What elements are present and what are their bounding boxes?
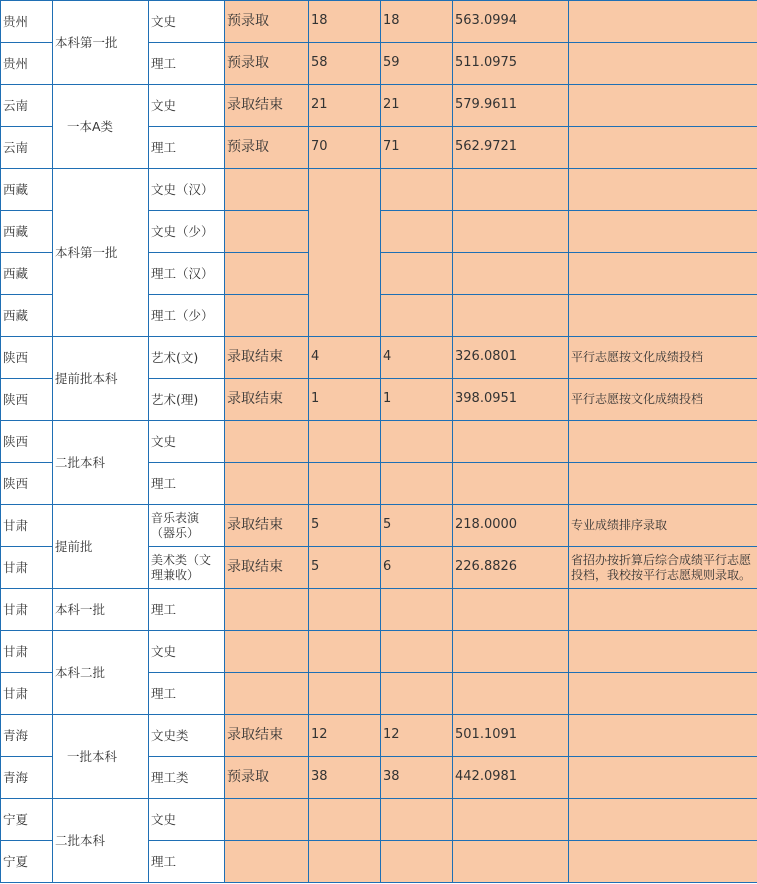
score-cell [453,799,569,841]
score-cell [453,169,569,211]
note-cell [569,757,757,799]
table-row [1,505,757,547]
status-cell [225,421,309,463]
batch-cell: 本科第一批 [53,169,149,337]
note-cell [569,715,757,757]
score-cell: 218.0000 [453,505,569,547]
score-cell: 501.1091 [453,715,569,757]
province-cell: 宁夏 [1,799,53,841]
admitted-cell [381,799,453,841]
score-cell [453,463,569,505]
category-cell: 文史 [149,421,225,463]
status-cell: 录取结束 [225,337,309,379]
table-row [1,631,757,673]
score-cell: 226.8826 [453,547,569,589]
status-cell: 录取结束 [225,379,309,421]
admitted-cell [381,295,453,337]
category-cell: 理工（汉） [149,253,225,295]
score-cell [453,211,569,253]
status-cell [225,631,309,673]
category-cell: 理工 [149,127,225,169]
province-cell: 陕西 [1,379,53,421]
category-cell: 理工 [149,589,225,631]
admitted-cell: 71 [381,127,453,169]
note-cell [569,43,757,85]
batch-cell: 提前批本科 [53,337,149,421]
plan-cell: 4 [309,337,381,379]
province-cell: 西藏 [1,169,53,211]
admitted-cell [381,463,453,505]
plan-cell: 5 [309,505,381,547]
status-cell: 预录取 [225,127,309,169]
category-cell: 艺术(理) [149,379,225,421]
plan-cell [309,841,381,883]
note-cell [569,253,757,295]
score-cell: 579.9611 [453,85,569,127]
category-cell: 文史 [149,1,225,43]
score-cell [453,589,569,631]
admitted-cell: 1 [381,379,453,421]
admitted-cell: 12 [381,715,453,757]
status-cell [225,589,309,631]
admitted-cell [381,589,453,631]
batch-cell: 一本A类 [53,85,149,169]
province-cell: 甘肃 [1,631,53,673]
admitted-cell [381,841,453,883]
province-cell: 甘肃 [1,547,53,589]
province-cell: 西藏 [1,295,53,337]
plan-cell: 18 [309,1,381,43]
note-cell: 专业成绩排序录取 [569,505,757,547]
category-cell: 理工（少） [149,295,225,337]
score-cell [453,673,569,715]
plan-cell [309,673,381,715]
admitted-cell [381,673,453,715]
status-cell [225,169,309,211]
table-row [1,169,757,211]
status-cell: 预录取 [225,1,309,43]
plan-cell [309,589,381,631]
plan-cell [309,631,381,673]
note-cell [569,589,757,631]
status-cell [225,841,309,883]
note-cell [569,127,757,169]
category-cell: 理工 [149,673,225,715]
batch-cell: 二批本科 [53,421,149,505]
province-cell: 云南 [1,85,53,127]
province-cell: 青海 [1,757,53,799]
category-cell: 理工 [149,463,225,505]
score-cell: 562.9721 [453,127,569,169]
status-cell [225,463,309,505]
category-cell: 美术类（文理兼收） [149,547,225,589]
note-cell: 省招办按折算后综合成绩平行志愿投档，我校按平行志愿规则录取。 [569,547,757,589]
province-cell: 云南 [1,127,53,169]
note-cell [569,631,757,673]
note-cell [569,211,757,253]
plan-cell [309,169,381,337]
status-cell [225,253,309,295]
status-cell [225,211,309,253]
plan-cell [309,421,381,463]
plan-cell: 38 [309,757,381,799]
category-cell: 文史 [149,799,225,841]
province-cell: 陕西 [1,337,53,379]
admitted-cell: 6 [381,547,453,589]
score-cell: 442.0981 [453,757,569,799]
admitted-cell: 18 [381,1,453,43]
province-cell: 西藏 [1,253,53,295]
batch-cell: 本科二批 [53,631,149,715]
plan-cell: 70 [309,127,381,169]
province-cell: 贵州 [1,43,53,85]
table-row [1,337,757,379]
admitted-cell [381,631,453,673]
status-cell [225,295,309,337]
province-cell: 甘肃 [1,673,53,715]
status-cell: 录取结束 [225,547,309,589]
province-cell: 青海 [1,715,53,757]
plan-cell: 12 [309,715,381,757]
plan-cell: 21 [309,85,381,127]
note-cell: 平行志愿按文化成绩投档 [569,379,757,421]
admitted-cell: 59 [381,43,453,85]
note-cell [569,1,757,43]
table-row [1,85,757,127]
score-cell [453,631,569,673]
admitted-cell: 38 [381,757,453,799]
province-cell: 陕西 [1,421,53,463]
admitted-cell: 21 [381,85,453,127]
category-cell: 理工 [149,43,225,85]
score-cell [453,295,569,337]
category-cell: 文史 [149,631,225,673]
province-cell: 贵州 [1,1,53,43]
status-cell: 录取结束 [225,85,309,127]
score-cell [453,253,569,295]
admitted-cell [381,253,453,295]
table-row [1,1,757,43]
status-cell [225,673,309,715]
batch-cell: 本科第一批 [53,1,149,85]
score-cell: 511.0975 [453,43,569,85]
note-cell [569,799,757,841]
table-row [1,715,757,757]
plan-cell: 1 [309,379,381,421]
note-cell [569,85,757,127]
status-cell: 录取结束 [225,715,309,757]
score-cell: 398.0951 [453,379,569,421]
category-cell: 理工类 [149,757,225,799]
table-row [1,589,757,631]
status-cell [225,799,309,841]
batch-cell: 本科一批 [53,589,149,631]
admitted-cell [381,211,453,253]
province-cell: 西藏 [1,211,53,253]
batch-cell: 提前批 [53,505,149,589]
status-cell: 录取结束 [225,505,309,547]
plan-cell [309,799,381,841]
score-cell [453,421,569,463]
category-cell: 理工 [149,841,225,883]
province-cell: 陕西 [1,463,53,505]
note-cell [569,463,757,505]
note-cell [569,421,757,463]
table-row [1,799,757,841]
admitted-cell [381,169,453,211]
category-cell: 文史 [149,85,225,127]
province-cell: 甘肃 [1,505,53,547]
note-cell [569,169,757,211]
note-cell [569,841,757,883]
category-cell: 文史（少） [149,211,225,253]
plan-cell [309,463,381,505]
plan-cell: 58 [309,43,381,85]
category-cell: 音乐表演（器乐） [149,505,225,547]
province-cell: 甘肃 [1,589,53,631]
admitted-cell: 4 [381,337,453,379]
category-cell: 文史类 [149,715,225,757]
score-cell: 326.0801 [453,337,569,379]
category-cell: 文史（汉） [149,169,225,211]
score-cell [453,841,569,883]
batch-cell: 二批本科 [53,799,149,883]
admitted-cell: 5 [381,505,453,547]
table-row [1,421,757,463]
province-cell: 宁夏 [1,841,53,883]
note-cell [569,295,757,337]
note-cell: 平行志愿按文化成绩投档 [569,337,757,379]
status-cell: 预录取 [225,757,309,799]
note-cell [569,673,757,715]
batch-cell: 一批本科 [53,715,149,799]
score-cell: 563.0994 [453,1,569,43]
category-cell: 艺术(文) [149,337,225,379]
plan-cell: 5 [309,547,381,589]
status-cell: 预录取 [225,43,309,85]
admitted-cell [381,421,453,463]
